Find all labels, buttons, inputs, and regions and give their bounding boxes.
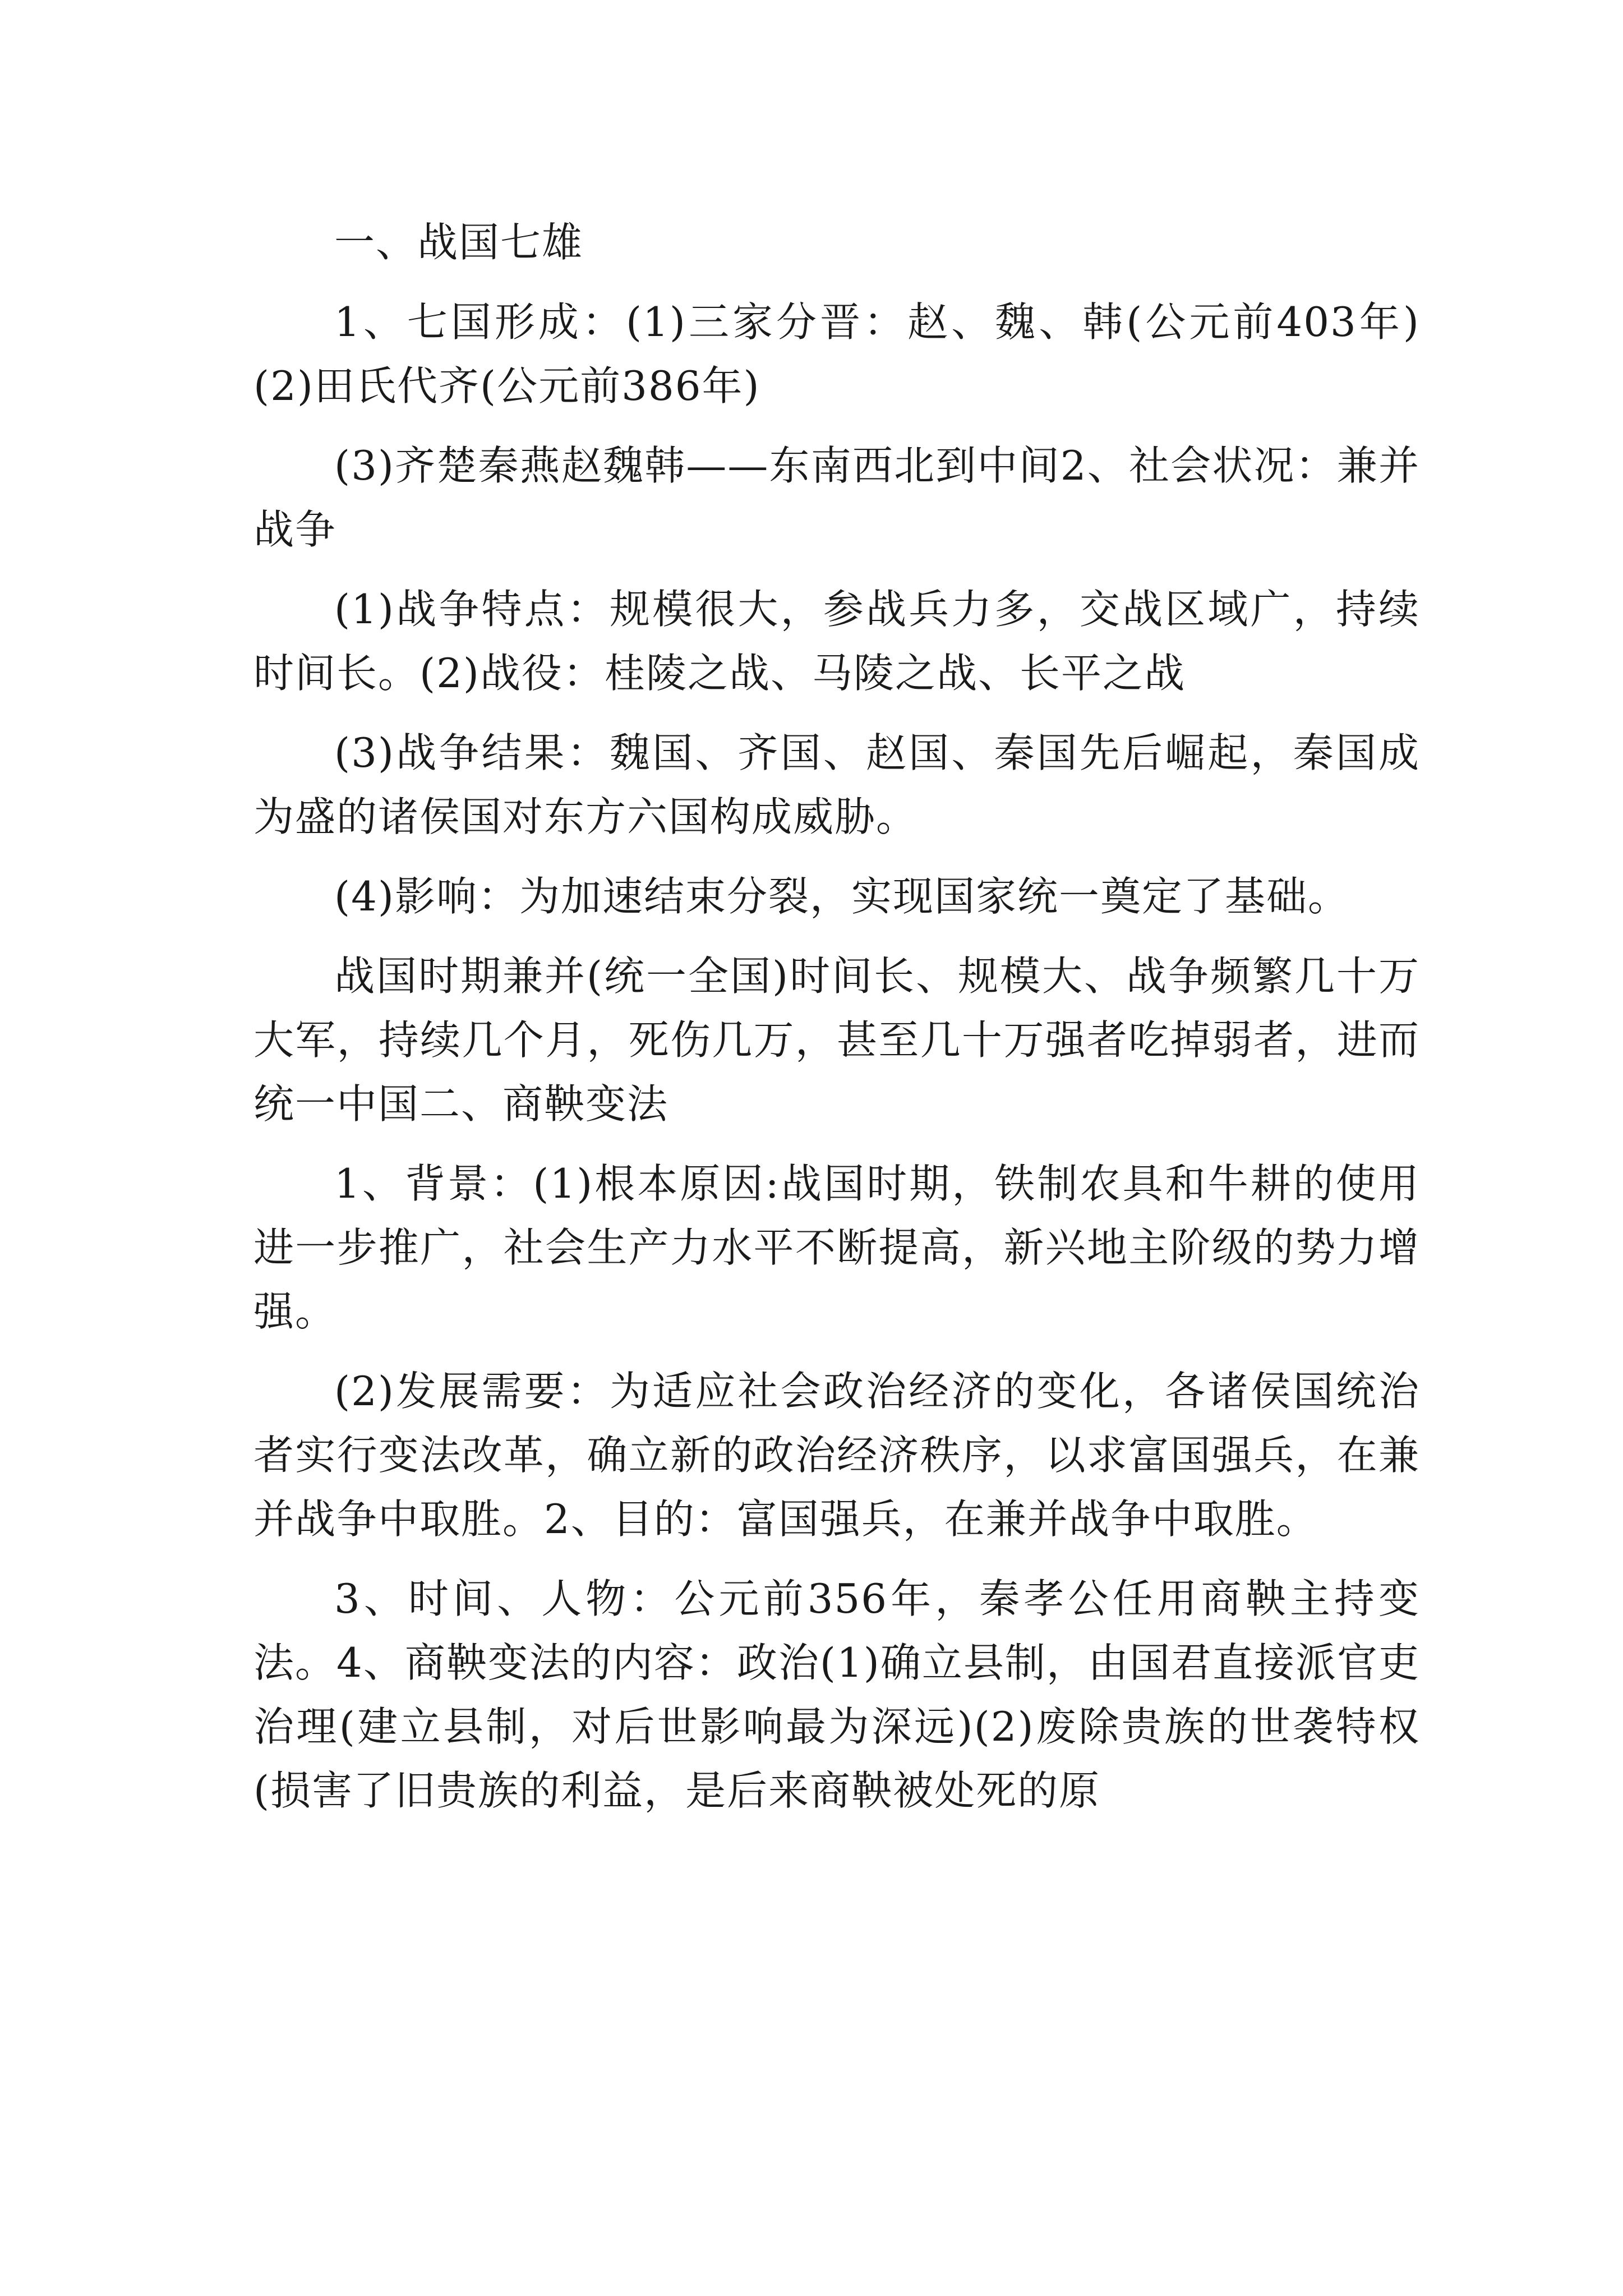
paragraph-war-impact: (4)影响：为加速结束分裂，实现国家统一奠定了基础。 xyxy=(334,873,1349,920)
paragraph-reform-content: 3、时间、人物：公元前356年，秦孝公任用商鞅主持变法。4、商鞅变法的内容：政治(1)确立县制，由国君直接派官吏治理(建立县制，对后世影响最为深远)(2)废除贵族的世袭特权(损害了旧贵族的利益，是后来商鞅被处死的原 xyxy=(253,1575,1420,1814)
paragraph-states-order: (3)齐楚秦燕赵魏韩——东南西北到中间2、社会状况：兼并战争 xyxy=(253,442,1420,553)
paragraph-war-features: (1)战争特点：规模很大，参战兵力多，交战区域广，持续时间长。(2)战役：桂陵之战、马陵之战、长平之战 xyxy=(253,586,1420,697)
paragraph-reform-background: 1、背景：(1)根本原因:战国时期，铁制农具和牛耕的使用进一步推广，社会生产力水平不断提高，新兴地主阶级的势力增强。 xyxy=(253,1160,1420,1335)
document-body xyxy=(253,210,1420,1838)
paragraph-seven-states-formation: 1、七国形成：(1)三家分晋：赵、魏、韩(公元前403年)(2)田氏代齐(公元前386年) xyxy=(253,298,1420,409)
paragraph-reform-needs: (2)发展需要：为适应社会政治经济的变化，各诸侯国统治者实行变法改革，确立新的政治经济秩序，以求富国强兵，在兼并战争中取胜。2、目的：富国强兵，在兼并战争中取胜。 xyxy=(253,1368,1420,1543)
paragraph-annexation-summary: 战国时期兼并(统一全国)时间长、规模大、战争频繁几十万大军，持续几个月，死伤几万，甚至几十万强者吃掉弱者，进而统一中国二、商鞅变法 xyxy=(253,953,1420,1128)
section-heading-warring-states: 一、战国七雄 xyxy=(334,219,584,266)
paragraph-war-results: (3)战争结果：魏国、齐国、赵国、秦国先后崛起，秦国成为盛的诸侯国对东方六国构成威胁。 xyxy=(253,729,1420,840)
